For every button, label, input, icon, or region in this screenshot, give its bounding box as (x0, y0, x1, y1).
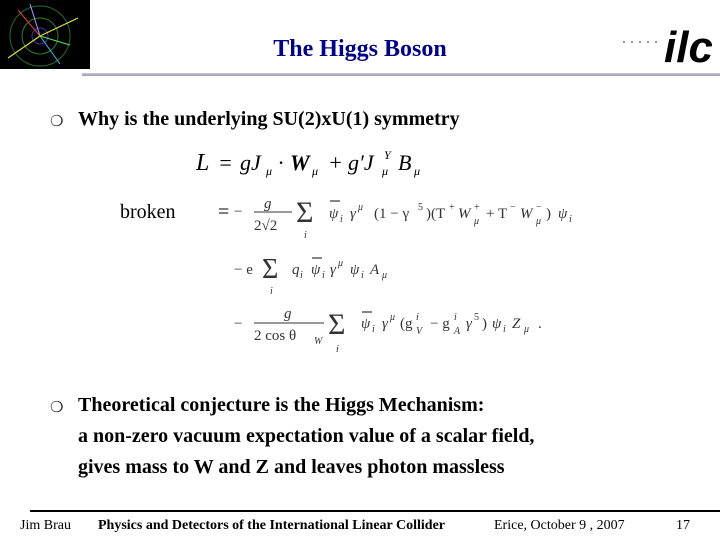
svg-text:+: + (328, 150, 343, 175)
svg-text:i: i (300, 270, 303, 281)
footer-course: Physics and Detectors of the International Linear Collider (98, 518, 445, 533)
svg-text:i: i (322, 270, 325, 281)
footer-event: Erice, October 9 , 2007 (494, 518, 625, 533)
svg-text:(1 − γ: (1 − γ (374, 206, 410, 222)
svg-text:gJ: gJ (240, 150, 261, 175)
svg-text:): ) (482, 316, 487, 332)
svg-text:+: + (474, 202, 480, 213)
svg-text:μ: μ (536, 216, 542, 227)
svg-text:i: i (372, 324, 375, 335)
svg-text:ψ: ψ (311, 262, 321, 278)
svg-text:μ: μ (524, 324, 530, 335)
slide-title: The Higgs Boson (273, 36, 447, 62)
svg-text:)(T: )(T (426, 206, 446, 222)
svg-text:g: g (264, 196, 272, 212)
svg-text:A: A (454, 326, 461, 337)
equation-em-current (234, 250, 434, 301)
page-number: 17 (676, 518, 690, 533)
svg-text:i: i (416, 312, 419, 323)
svg-text:i: i (569, 214, 572, 225)
svg-text:(g: (g (400, 316, 413, 332)
svg-text:·: · (278, 150, 284, 175)
svg-text:μ: μ (312, 164, 319, 178)
svg-text:μ: μ (358, 202, 364, 213)
svg-text:−: − (234, 316, 243, 332)
bullet-icon: ❍ (50, 398, 64, 416)
svg-text:ψ: ψ (361, 316, 371, 332)
svg-text:μ: μ (338, 258, 344, 269)
svg-text:V: V (416, 326, 423, 337)
svg-text:μ: μ (414, 164, 421, 178)
equals-sign: = (218, 201, 230, 223)
ilc-logo-text: ilc (664, 23, 712, 68)
svg-text:γ: γ (330, 262, 336, 278)
svg-text:−: − (510, 202, 516, 213)
svg-text:μ: μ (382, 164, 389, 178)
svg-text:+: + (449, 202, 455, 213)
svg-text:q: q (292, 262, 300, 278)
equation-lagrangian (196, 145, 466, 185)
svg-text:i: i (361, 270, 364, 281)
svg-text:i: i (340, 214, 343, 225)
svg-text:i: i (454, 312, 457, 323)
svg-text:+ T: + T (486, 206, 508, 222)
bullet-2-line-2: a non-zero vacuum expectation value of a scalar field, (78, 425, 535, 447)
svg-text:i: i (304, 230, 307, 241)
svg-text:W: W (290, 150, 310, 175)
equation-charged-current (234, 190, 634, 247)
footer-rule (30, 510, 720, 512)
bullet-2-line-1: Theoretical conjecture is the Higgs Mechanism: (78, 394, 485, 416)
svg-text:−: − (234, 204, 243, 220)
svg-text:W: W (458, 206, 471, 222)
svg-text:.: . (538, 316, 542, 332)
svg-text:g′J: g′J (348, 150, 374, 175)
bullet-2-line-3: gives mass to W and Z and leaves photon massless (78, 456, 505, 478)
svg-text:μ: μ (390, 312, 396, 323)
svg-text:g: g (284, 306, 292, 322)
svg-text:i: i (270, 286, 273, 296)
svg-text:2√2: 2√2 (254, 218, 278, 234)
svg-text:B: B (398, 150, 412, 175)
footer-author: Jim Brau (20, 518, 71, 533)
svg-text:L: L (196, 150, 210, 176)
svg-text:5: 5 (474, 312, 479, 323)
svg-text:W: W (520, 206, 533, 222)
svg-text:− g: − g (430, 316, 450, 332)
svg-text:Z: Z (512, 316, 521, 332)
bullet-1-text: Why is the underlying SU(2)xU(1) symmetry (78, 108, 460, 130)
bullet-icon: ❍ (50, 112, 64, 130)
svg-text:Σ: Σ (296, 196, 314, 229)
svg-text:μ: μ (382, 270, 388, 281)
equation-neutral-current (234, 300, 594, 361)
svg-text:Σ: Σ (262, 254, 279, 285)
svg-text:i: i (503, 324, 506, 335)
svg-text:ψ: ψ (329, 206, 339, 222)
svg-text:γ: γ (350, 206, 356, 222)
svg-text:Σ: Σ (328, 308, 346, 341)
svg-text:γ: γ (466, 316, 472, 332)
svg-text:i: i (336, 344, 339, 355)
svg-text:ψ: ψ (492, 316, 502, 332)
svg-text:): ) (546, 206, 551, 222)
title-rule (82, 73, 720, 76)
svg-text:5: 5 (418, 202, 423, 213)
svg-text:2 cos θ: 2 cos θ (254, 328, 297, 344)
svg-text:γ: γ (382, 316, 388, 332)
svg-text:μ: μ (266, 164, 273, 178)
svg-text:− e: − e (234, 262, 253, 278)
svg-text:=: = (218, 150, 233, 175)
svg-text:μ: μ (474, 216, 480, 227)
svg-text:−: − (536, 202, 542, 213)
svg-text:ψ: ψ (350, 262, 360, 278)
svg-text:W: W (314, 336, 323, 347)
svg-text:Y: Y (384, 148, 391, 162)
svg-text:ψ: ψ (558, 206, 568, 222)
svg-text:A: A (370, 262, 380, 278)
broken-label: broken (120, 201, 176, 223)
